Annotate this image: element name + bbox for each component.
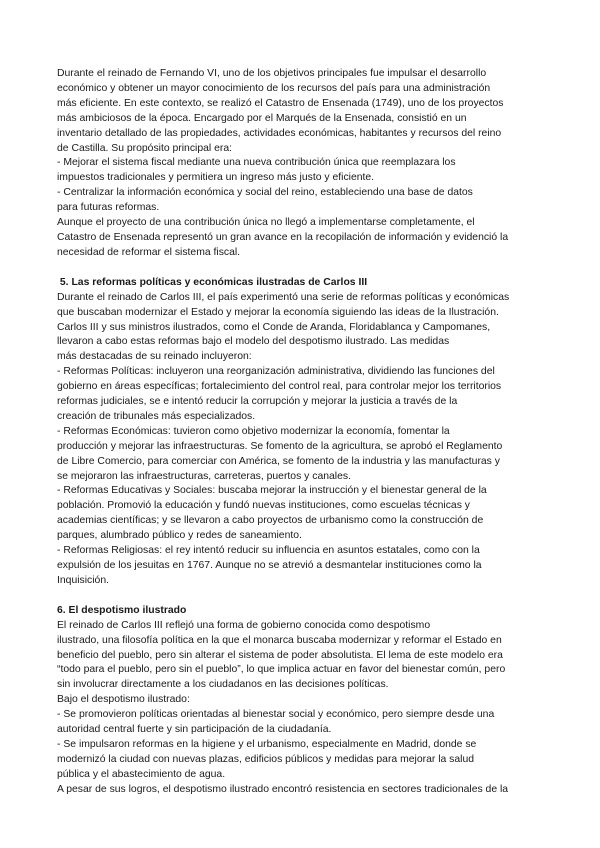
section-5 — [57, 276, 543, 589]
section-6-heading: 6. El despotismo ilustrado — [57, 604, 187, 616]
section-5-heading: 5. Las reformas políticas y económicas ilustradas de Carlos III — [57, 276, 368, 288]
text-line: expulsión de los jesuitas en 1767. Aunque no se atrevió a desmantelar instituciones como la — [57, 560, 482, 571]
text-line: de Libre Comercio, para comerciar con América, se fomento de la industria y las manufacturas y — [57, 455, 500, 467]
text-line: parques, alumbrado público y redes de saneamiento. — [57, 530, 302, 542]
text-line: necesidad de reformar el sistema fiscal. — [57, 246, 241, 258]
text-line: económico y obtener un mayor conocimiento de los recursos del país para una administración — [57, 82, 491, 94]
text-line: producción y mejorar las infraestructuras. Se fomento de la agricultura, se aprobó el Reglamento — [57, 440, 503, 452]
text-line: sin involucrar directamente a los ciudadanos en las decisiones políticas. — [57, 679, 389, 691]
text-line: - Reformas Económicas: tuvieron como objetivo modernizar la economía, fomentar la — [57, 425, 450, 437]
text-line: para futuras reformas. — [57, 202, 160, 214]
text-line: Catastro de Ensenada representó un gran avance en la recopilación de información y evidenció la — [57, 231, 509, 243]
text-line: Carlos III y sus ministros ilustrados, como el Conde de Aranda, Floridablanca y Campomanes, — [57, 321, 491, 333]
section-spacer — [57, 589, 543, 604]
section-6 — [57, 604, 543, 798]
text-line: Durante el reinado de Carlos III, el país experimentó una serie de reformas políticas y económicas — [57, 291, 510, 303]
section-spacer — [57, 261, 543, 276]
text-line: Bajo el despotismo ilustrado: — [57, 694, 190, 706]
text-line: creación de tribunales más especializados. — [57, 410, 256, 422]
text-line: que buscaban modernizar el Estado y mejorar la economía siguiendo las ideas de la Ilustración. — [57, 306, 499, 318]
text-line: llevaron a cabo estas reformas bajo el modelo del despotismo ilustrado. Las medidas — [57, 336, 450, 348]
text-line: más eficiente. En este contexto, se realizó el Catastro de Ensenada (1749), uno de los proyectos — [57, 97, 504, 109]
text-line: población. Promovió la educación y fundó nuevas instituciones, como escuelas técnicas y — [57, 500, 470, 512]
text-line: autoridad central fuerte y sin participación de la ciudadanía. — [57, 724, 332, 736]
text-line: Inquisición. — [57, 574, 109, 586]
text-line: se mejoraron las infraestructuras, carreteras, puertos y canales. — [57, 470, 351, 482]
text-line: - Centralizar la información económica y social del reino, estableciendo una base de datos — [57, 187, 473, 199]
text-line: reformas judiciales, se e intentó reducir la corrupción y mejorar la justicia a través de la — [57, 396, 458, 408]
text-line: academias científicas; y se llevaron a cabo proyectos de urbanismo como la construcción de — [57, 515, 484, 527]
text-line: más destacadas de su reinado incluyeron: — [57, 351, 252, 363]
text-line: Aunque el proyecto de una contribución única no llegó a implementarse completamente, el — [57, 217, 475, 229]
document-page — [57, 67, 543, 798]
text-line: - Mejorar el sistema fiscal mediante una nueva contribución única que reemplazara los — [57, 157, 456, 169]
text-line: más ambiciosos de la época. Encargado por el Marqués de la Ensenada, consistió en un — [57, 112, 467, 124]
text-line: El reinado de Carlos III reflejó una forma de gobierno conocida como despotismo — [57, 619, 431, 631]
text-line: - Se impulsaron reformas en la higiene y el urbanismo, especialmente en Madrid, donde se — [57, 738, 477, 750]
text-line: - Se promovieron políticas orientadas al bienestar social y económico, pero siempre desde una — [57, 709, 495, 721]
text-line: - Reformas Políticas: incluyeron una reorganización administrativa, dividiendo las funciones del — [57, 366, 495, 378]
text-line: ilustrado, una filosofía política en la que el monarca buscaba modernizar y reformar el Estado en — [57, 634, 502, 646]
text-line: A pesar de sus logros, el despotismo ilustrado encontró resistencia en sectores tradicionales de la — [57, 783, 509, 795]
text-line: - Reformas Educativas y Sociales: buscaba mejorar la instrucción y el bienestar general de la — [57, 485, 487, 497]
text-line: - Reformas Religiosas: el rey intentó reducir su influencia en asuntos estatales, como con la — [57, 545, 480, 557]
text-line: inventario detallado de las propiedades, actividades económicas, habitantes y recursos del reino — [57, 127, 502, 139]
text-line: gobierno en áreas específicas; fortalecimiento del control real, para controlar mejor los territorios — [57, 381, 502, 393]
text-line: de Castilla. Su propósito principal era: — [57, 142, 233, 154]
text-line: modernizó la ciudad con nuevas plazas, edificios públicos y medidas para mejorar la salud — [57, 753, 475, 765]
intro-section — [57, 67, 543, 261]
text-line: impuestos tradicionales y permitiera un ingreso más justo y eficiente. — [57, 172, 375, 184]
text-line: Durante el reinado de Fernando VI, uno de los objetivos principales fue impulsar el desarrollo — [57, 68, 487, 79]
text-line: pública y el abastecimiento de agua. — [57, 768, 226, 780]
text-line: beneficio del pueblo, pero sin alterar el sistema de poder absolutista. El lema de este modelo era — [57, 649, 503, 661]
text-line: “todo para el pueblo, pero sin el pueblo”, lo que implica actuar en favor del bienestar común, pero — [57, 664, 506, 676]
